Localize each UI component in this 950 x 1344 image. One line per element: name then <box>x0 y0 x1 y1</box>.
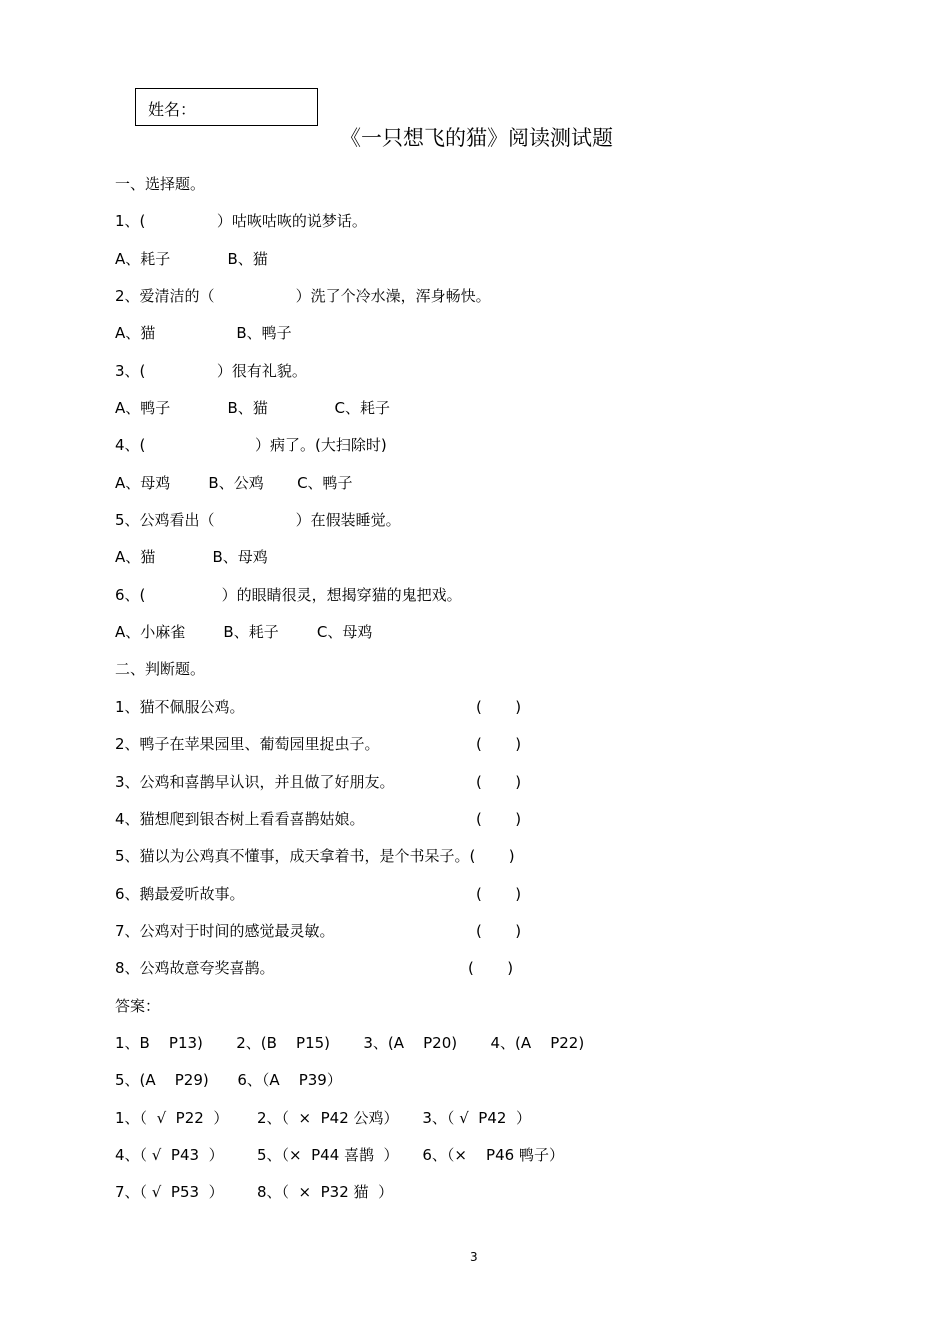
question-1: 1、( ）咕咴咕咴的说梦话。 <box>115 212 367 230</box>
question-5: 5、公鸡看出（ ）在假装睡觉。 <box>115 511 401 529</box>
question-2-options: A、猫 B、鸭子 <box>115 324 292 342</box>
page-title: 《一只想飞的猫》阅读测试题 <box>340 126 613 150</box>
judge-item-6: 6、鹅最爱听故事。 <box>115 885 245 903</box>
judge-item-8: 8、公鸡故意夸奖喜鹊。 <box>115 959 275 977</box>
question-3: 3、( ）很有礼貌。 <box>115 362 307 380</box>
question-1-options: A、耗子 B、猫 <box>115 250 268 268</box>
answers-line-1: 1、B P13) 2、(B P15) 3、(A P20) 4、(A P22) <box>115 1034 585 1052</box>
judge-item-3: 3、公鸡和喜鹊早认识，并且做了好朋友。 <box>115 773 395 791</box>
answers-line-2: 5、(A P29) 6、（A P39） <box>115 1071 342 1089</box>
section1-heading: 一、选择题。 <box>115 175 206 193</box>
question-4-options: A、母鸡 B、公鸡 C、鸭子 <box>115 474 353 492</box>
question-4: 4、( ）病了。(大扫除时) <box>115 436 387 454</box>
section2-heading: 二、判断题。 <box>115 660 206 678</box>
page-number: 3 <box>470 1250 478 1264</box>
question-3-options: A、鸭子 B、猫 C、耗子 <box>115 399 390 417</box>
judge-answer-box-6: ( ) <box>476 885 522 903</box>
judge-answer-box-2: ( ) <box>476 735 522 753</box>
answers-line-4: 4、（ √ P43 ） 5、（× P44 喜鹊 ） 6、（× P46 鸭子） <box>115 1146 564 1164</box>
answers-heading: 答案： <box>115 997 161 1015</box>
judge-answer-box-8: ( ) <box>468 959 514 977</box>
question-6-options: A、小麻雀 B、耗子 C、母鸡 <box>115 623 373 641</box>
name-label: 姓名： <box>148 100 197 119</box>
judge-answer-box-1: ( ) <box>476 698 522 716</box>
question-5-options: A、猫 B、母鸡 <box>115 548 268 566</box>
question-6: 6、( ）的眼睛很灵，想揭穿猫的鬼把戏。 <box>115 586 462 604</box>
name-box <box>135 88 318 126</box>
judge-item-2: 2、鸭子在苹果园里、葡萄园里捉虫子。 <box>115 735 380 753</box>
answers-line-5: 7、（ √ P53 ） 8、（ × P32 猫 ） <box>115 1183 394 1201</box>
judge-item-5: 5、猫以为公鸡真不懂事，成天拿着书，是个书呆子。( ) <box>115 847 515 865</box>
judge-answer-box-3: ( ) <box>476 773 522 791</box>
judge-answer-box-4: ( ) <box>476 810 522 828</box>
judge-answer-box-7: ( ) <box>476 922 522 940</box>
judge-item-1: 1、猫不佩服公鸡。 <box>115 698 245 716</box>
answers-line-3: 1、（ √ P22 ） 2、（ × P42 公鸡） 3、（ √ P42 ） <box>115 1109 531 1127</box>
question-2: 2、爱清洁的（ ）洗了个冷水澡，浑身畅快。 <box>115 287 491 305</box>
judge-item-4: 4、猫想爬到银杏树上看看喜鹊姑娘。 <box>115 810 365 828</box>
judge-item-7: 7、公鸡对于时间的感觉最灵敏。 <box>115 922 335 940</box>
